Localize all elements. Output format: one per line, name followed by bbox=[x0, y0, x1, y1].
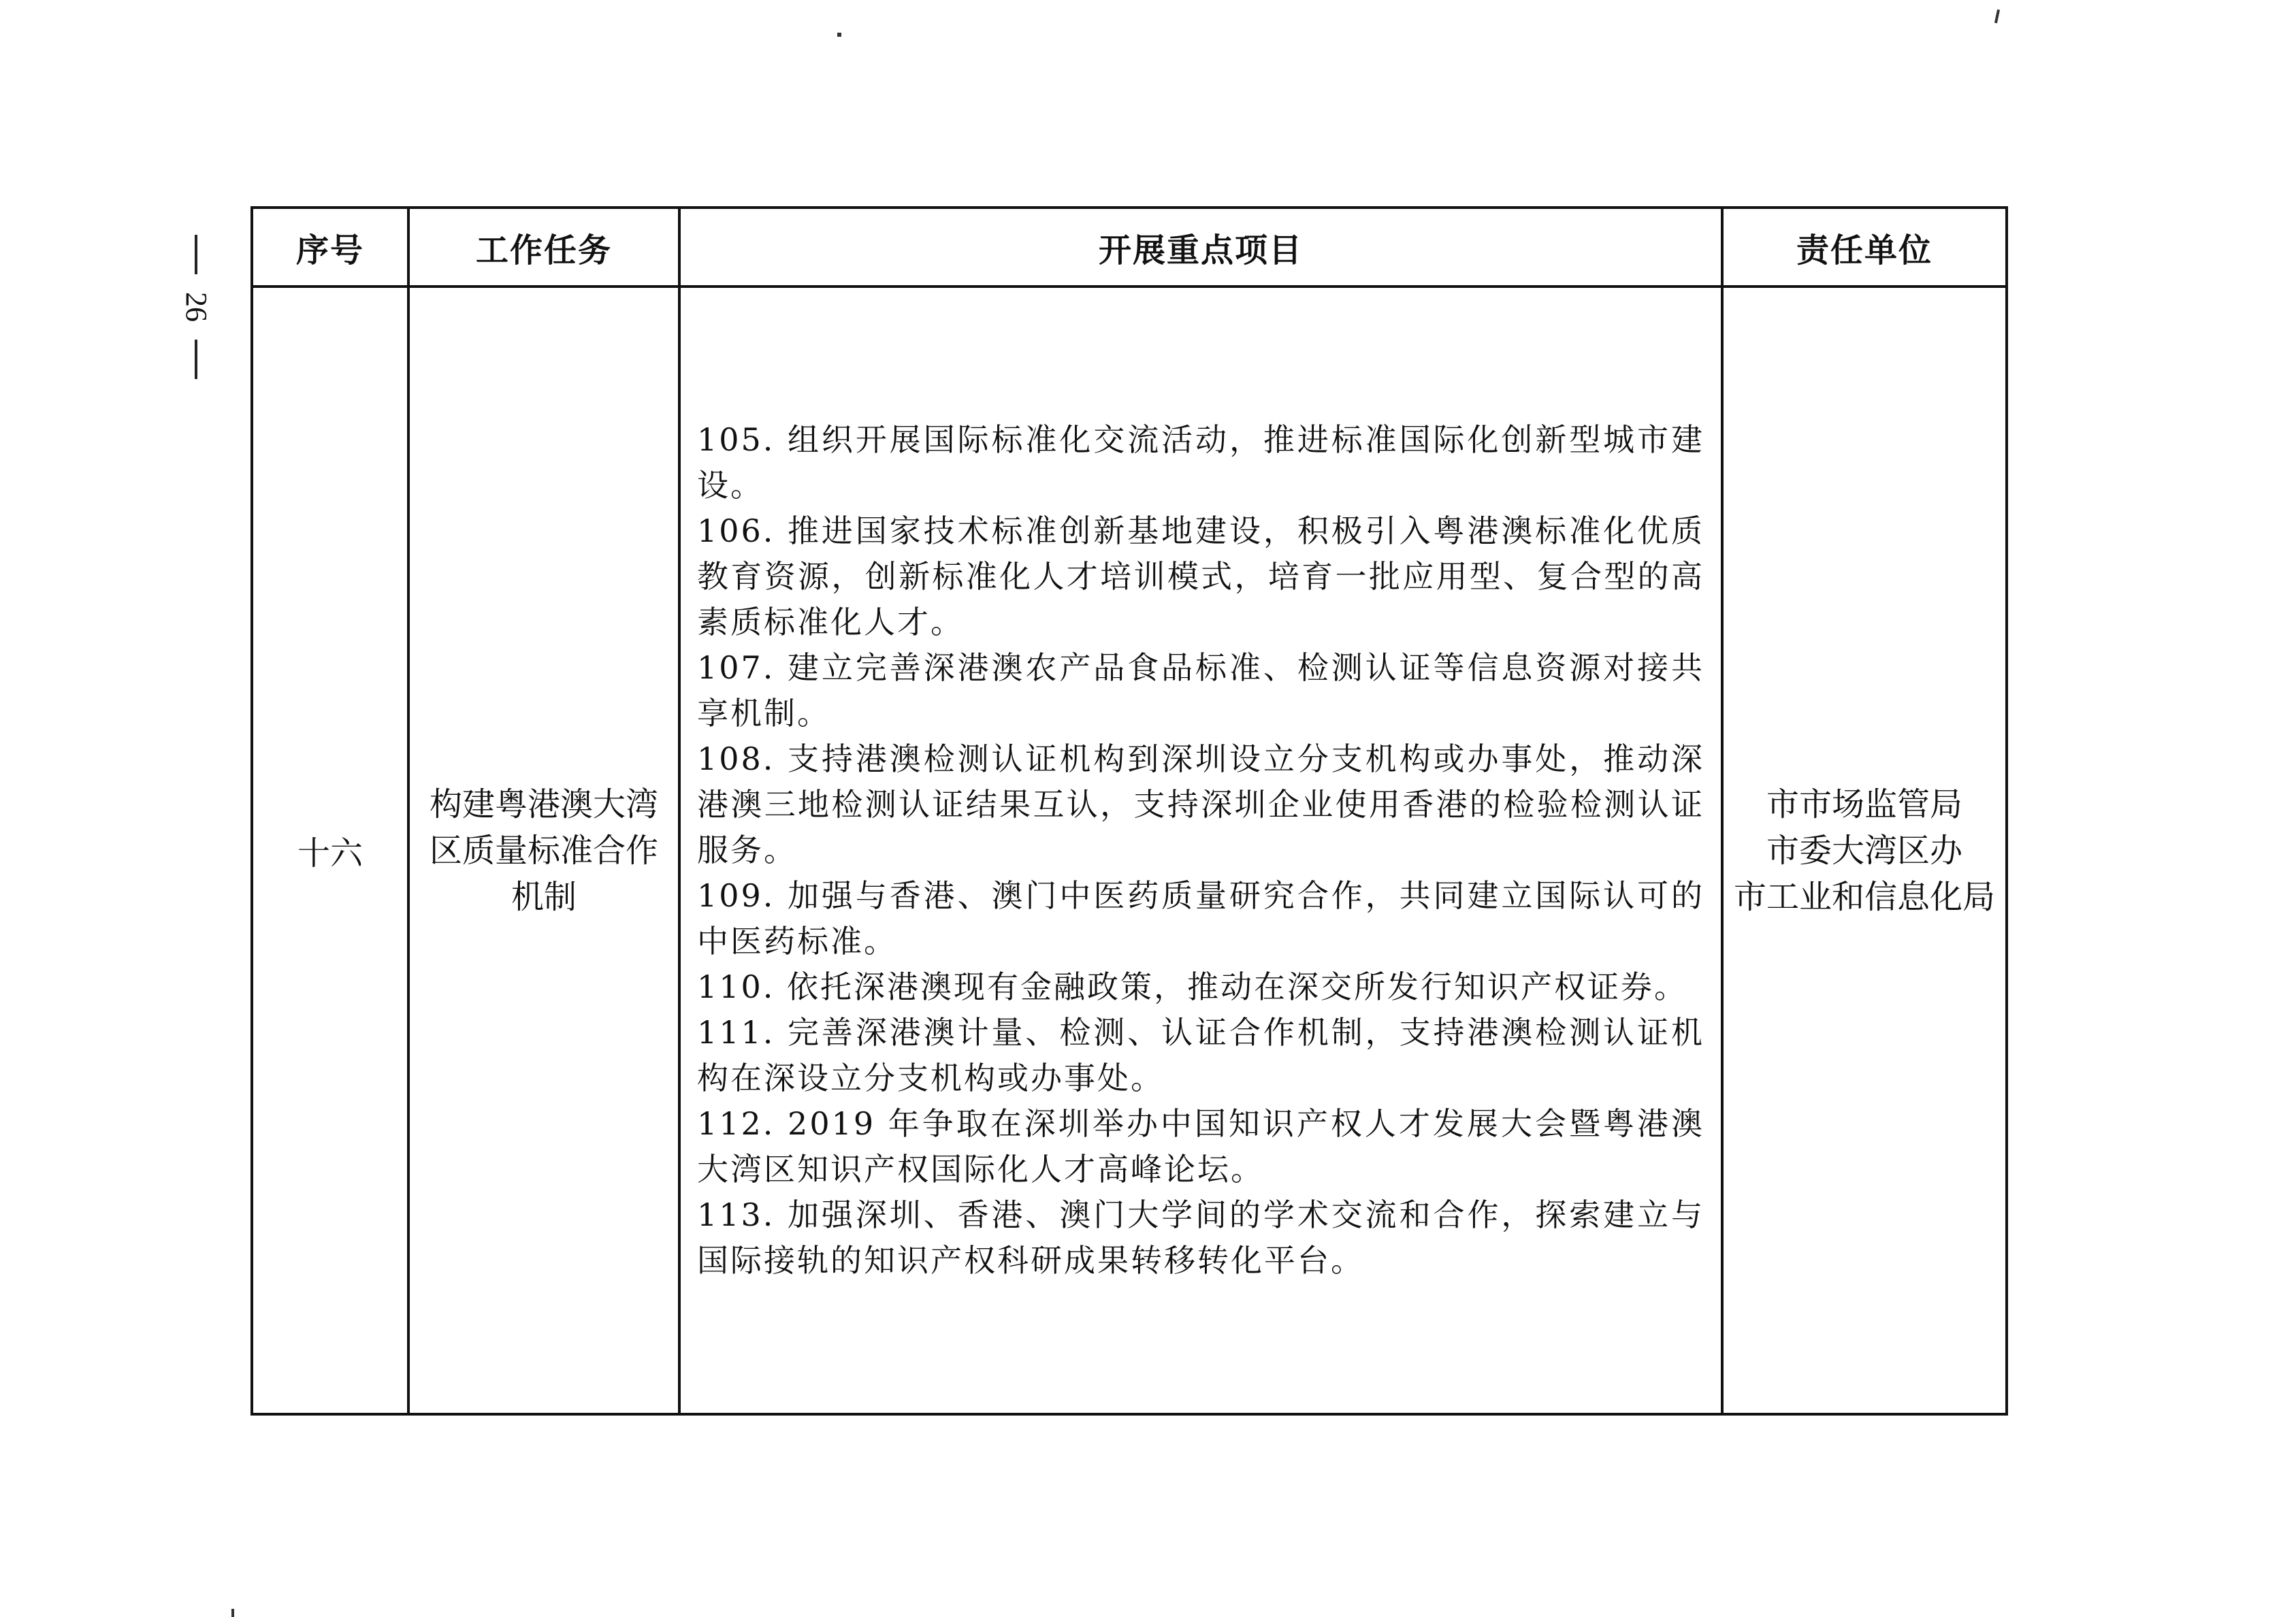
list-item: 106. 推进国家技术标准创新基地建设，积极引入粤港澳标准化优质教育资源，创新标准化人才培训模式，培育一批应用型、复合型的高素质标准化人才。 bbox=[697, 512, 1704, 640]
list-item: 107. 建立完善深港澳农产品食品标准、检测认证等信息资源对接共享机制。 bbox=[697, 649, 1704, 732]
responsible-unit: 市委大湾区办 bbox=[1766, 831, 1962, 870]
page-number-dash-bottom bbox=[195, 340, 197, 379]
list-item: 108. 支持港澳检测认证机构到深圳设立分支机构或办事处，推动深港澳三地检测认证结果互认，支持深圳企业使用香港的检验检测认证服务。 bbox=[697, 740, 1704, 868]
row-task: 构建粤港澳大湾区质量标准合作机制 bbox=[408, 287, 679, 1414]
list-item: 110. 依托深港澳现有金融政策，推动在深交所发行知识产权证券。 bbox=[697, 968, 1688, 1005]
scan-mark bbox=[1994, 10, 2000, 23]
row-items bbox=[679, 287, 1722, 1414]
row-seq: 十六 bbox=[252, 287, 408, 1414]
row-unit bbox=[1722, 287, 2007, 1414]
list-item: 109. 加强与香港、澳门中医药质量研究合作，共同建立国际认可的中医药标准。 bbox=[697, 877, 1704, 960]
page-number bbox=[176, 235, 216, 419]
list-item: 112. 2019 年争取在深圳举办中国知识产权人才发展大会暨粤港澳大湾区知识产权国际化人才高峰论坛。 bbox=[697, 1105, 1704, 1188]
header-seq: 序号 bbox=[252, 208, 408, 287]
page-number-text: 26 bbox=[180, 292, 213, 322]
table-row bbox=[252, 287, 2007, 1414]
header-items: 开展重点项目 bbox=[679, 208, 1722, 287]
responsible-unit: 市工业和信息化局 bbox=[1733, 877, 1995, 916]
page-number-dash-top bbox=[195, 235, 197, 274]
table-header-row bbox=[252, 208, 2007, 287]
header-task: 工作任务 bbox=[408, 208, 679, 287]
header-unit: 责任单位 bbox=[1722, 208, 2007, 287]
scan-mark bbox=[231, 1609, 234, 1617]
list-item: 105. 组织开展国际标准化交流活动，推进标准国际化创新型城市建设。 bbox=[697, 421, 1704, 504]
list-item: 111. 完善深港澳计量、检测、认证合作机制，支持港澳检测认证机构在深设立分支机构或办事处。 bbox=[697, 1014, 1704, 1096]
scan-mark bbox=[837, 33, 841, 37]
task-table bbox=[250, 206, 2008, 1416]
list-item: 113. 加强深圳、香港、澳门大学间的学术交流和合作，探索建立与国际接轨的知识产权科研成果转移转化平台。 bbox=[697, 1196, 1704, 1279]
responsible-unit: 市市场监管局 bbox=[1766, 785, 1962, 823]
